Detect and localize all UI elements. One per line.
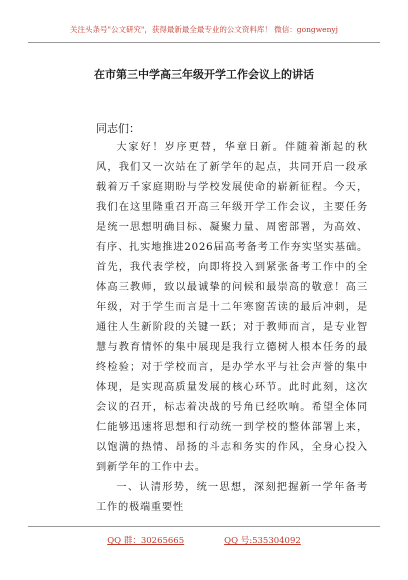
footer-qq-number: QQ 号:535304092 <box>224 536 301 546</box>
footer-divider <box>28 526 380 527</box>
header-promo-note: 关注头条号"公文研究"，获得最新最全最专业的公文资料库！ 微信：gongwenyj <box>70 25 338 34</box>
header-divider <box>28 42 380 43</box>
footer-qq-group: QQ 群：30265665 <box>107 536 185 546</box>
document-body <box>96 138 368 518</box>
section-heading-1: 一、认清形势，统一思想，深刻把握新一学年备考工作的极端重要性 <box>96 482 368 513</box>
salutation: 同志们： <box>96 122 140 135</box>
body-paragraph-opening: 大家好！岁序更替，华章日新。伴随着渐起的秋风，我们又一次站在了新学年的起点，共同开启一段承载着万千家庭期盼与学校发展使命的崭新征程。今天，我们在这里隆重召开高三年级开学工作会议，主要任务是统一思想明确目标、凝聚力量、周密部署，为高效、有序、扎实地推进2026届高考备考工作夯实坚实基础。首先，我代表学校，向即将投入到紧张备考工作中的全体高三教师，致以最诚挚的问候和最崇高的敬意！高三年级，对于学生而言是十二年寒窗苦读的最后冲刺，是通往人生新阶段的关键一跃；对于教师而言，是专业智慧与教育情怀的集中展现是我行立德树人根本任务的最终检验；对于学校而言，是办学水平与社会声誉的集中体现，是实现高质量发展的核心环节。此时此刻，这次会议的召开，标志着决战的号角已经吹响。希望全体同仁能够迅速将思想和行动统一到学校的整体部署上来，以饱满的热情、昂扬的斗志和务实的作风，全身心投入到新学年的工作中去。 <box>96 142 368 473</box>
footer-contact <box>0 534 408 546</box>
document-title: 在市第三中学高三年级开学工作会议上的讲话 <box>94 68 314 81</box>
